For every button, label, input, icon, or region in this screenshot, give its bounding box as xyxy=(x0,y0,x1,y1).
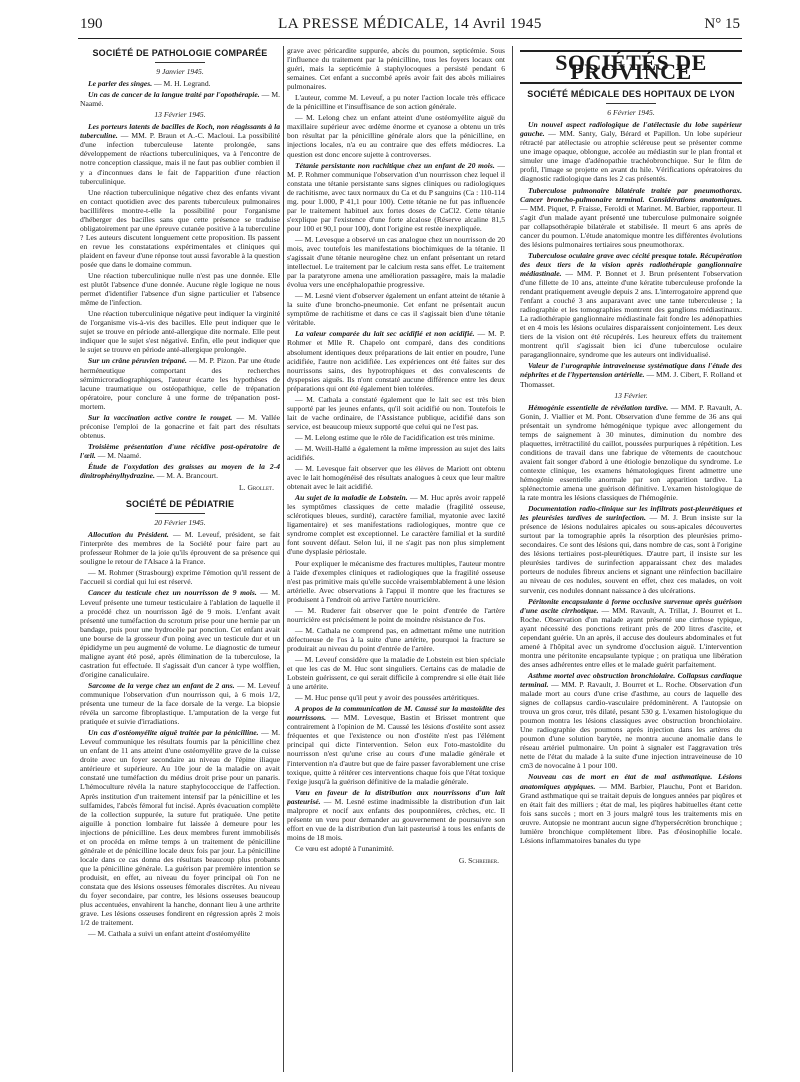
entry: Péritonite encapsulante à forme occlusive survenue après guérison d'une ascite cirrhotique. — MM. Ravault, A. Trillat, J. Bourret et L. Roche. Observation d'un malade ayant présenté une cirrhose typique, ayant nécessité des ponctions retirant près de 200 litres d'ascite, et cependant guérie. Un an après, il accuse des douleurs abdominales et fut amené à l'hôpital avec un syndrome d'occlusion aiguë. L'intervention montra une péritonite encapsulante typique ; on pratiqua une libération des anses adhérentes entre elles et le malade guérit parfaitement. xyxy=(520,596,742,669)
signature: G. Schreiber. xyxy=(458,855,499,865)
paragraph: Une réaction tuberculinique nulle n'est pas une donnée. Elle est plutôt l'absence d'une donnée. Aucune règle logique ne nous permet d'identifier l'absence d'un signe particulier et l'absence même de l'infection. xyxy=(80,271,280,308)
entry: Un cas de cancer de la langue traité par l'opothérapie. — M. Naamé. xyxy=(80,90,280,109)
paragraph: — M. Levesque a observé un cas analogue chez un nourrisson de 20 mois, avec toutefois les manifestations biochimiques de la tétanie. Il s'agissait d'une tétanie neurogène chez un enfant présentant un retard intellectuel. Le traitement par le calcium resta sans effet. Le traitement par la paratyrone amena une amélioration passagère, mais la maladie évolua vers une encéphalopathie progressive. xyxy=(287,234,505,290)
entry: Sur un crâne péruvien trépané. — M. P. Pizon. Par une étude herméneutique comportant des recherches sémimicroradiographiques, l'auteur écarte les hypothèses de lacune traumatique ou ostéopathique, celle de trépanation opératoire, pour conclure à une forme de trépanation post-mortem. xyxy=(80,356,280,411)
entry: Documentation radio-clinique sur les infiltrats post-pleurétiques et les pleurésies tardives de surinfection. — M. J. Brun insiste sur la présence de lésions nodulaires apicales ou sous-apicales découvertes surtout par la tomographie après la résorption des pleurésies primo-secondaires. Ce sont des lésions qui, dans nombre de cas, sont à l'origine des lésions tertiaires post-pleurétiques. D'autre part, il insiste sur les pleurésies tardives de surinfection apparaissant chez des malades porteurs de nodules fibreux anciens et signant une réinfection bacillaire au niveau de ces nodules, souvent en effet, chez ces malades, on voit survenir, ces nodules donnant naissance à des ulcérations. xyxy=(520,504,742,595)
column-1 xyxy=(80,46,280,1074)
entry: Nouveau cas de mort en état de mal asthmatique. Lésions anatomiques atypiques. — MM. Barbier, Plauchu, Pont et Baridon. Grand asthmatique qui se traitait depuis de longues années par piqûres et en était fait des milliers ; état de mal, les piqûres habituelles étant cette fois sans succès ; mort en 3 jours malgré tous les traitements mis en œuvre. Autopsie ne montrant aucun signe d'hypersécrétion bronchique ; lumière bronchique complètement libre. Pas d'éosinophilie locale. Lésions inflammatoires banales du type xyxy=(520,772,742,845)
session-date: 6 Février 1945. xyxy=(607,108,655,118)
paragraph: Ce vœu est adopté à l'unanimité. xyxy=(295,843,394,853)
session-date: 13 Février. xyxy=(614,390,648,400)
session-date: 20 Février 1945. xyxy=(154,518,206,528)
entry: Étude de l'oxydation des graisses au moyen de la 2-4 dinitrophénylhydrazine. — M. A. Brancourt. xyxy=(80,461,280,481)
paragraph: Une réaction tuberculinique négative chez des enfants vivant en contact quotidien avec des parents tuberculeux pulmonaires bacillifères montre-t-elle la possibilité pour l'organisme d'héberger des bacilles sans que cette présence se traduise obligatoirement par une épreuve cutanée positive à la tuberculine ? Les auteurs discutent longuement cette proposition. Ils passent en revue les constatations expérimentales et cliniques qui plaident en faveur d'une réponse tout aussi favorable à la question posée que dans le domaine commun. xyxy=(80,187,280,269)
paragraph: — M. Weill-Hallé a également la même impression au sujet des laits acidifiés. xyxy=(287,443,505,463)
paragraph: Une réaction tuberculinique négative peut indiquer la virginité de l'organisme vis-à-vis des bacilles. Elle peut indiquer que le sujet se trouve en période anté-allergique dite normale. Elle peut indiquer que le sujet s'est négativé. Enfin, elle peut indiquer que le sujet se trouve en période anté-allergique prolongée. xyxy=(80,309,280,355)
column-3 xyxy=(520,46,742,1074)
paragraph: — M. Huc pense qu'il peut y avoir des poussées artéritiques. xyxy=(295,693,480,703)
entry: Asthme mortel avec obstruction bronchiolaire. Collapsus cardiaque terminal. — MM. P. Ravault, J. Bourret et L. Roche. Observation d'un malade mort au cours d'une crise d'asthme, au cours de laquelle des signes de collapsus cardio-vasculaire prédominèrent. A l'autopsie on trouva un gros cœur, très dilaté, pesant 530 g. L'examen histologique du poumon montra les lésions classiques avec obstruction bronchiolaire. Une radiographie des poumons après injection dans les artères du poumon d'une solution barytée, ne montra aucune anomalie dans le réseau artériel pulmonaire. Un point à signaler est l'aggravation très nette de l'état du malade à la suite d'une injection intraveineuse de 10 cm3 de novocaïne à 1 pour 100. xyxy=(520,670,742,771)
page-header xyxy=(80,16,740,38)
column-divider xyxy=(512,46,513,1072)
entry: La valeur comparée du lait sec acidifié et non acidifié. — M. P. Rohmer et Mlle R. Chapelo ont comparé, dans des conditions absolument identiques deux préparations de lait entier en poudre, l'une acidifiée, l'autre non acidifiée. Les expériences ont été faites sur des nourrissons sains, des hypotrophiques et des convalescents de dyspepsies aiguës. Ils n'ont constaté aucune différence entre les deux préparations qui ont été également bien tolérées. xyxy=(287,329,505,393)
entry: Sarcome de la verge chez un enfant de 2 ans. — M. Leveuf communique l'observation d'un nourrisson qui, à 6 mois 1/2, présenta une tumeur de la face dorsale de la verge. La biopsie révéla un sarcome fibroplastique. L'amputation de la verge fut pratiquée et suivie d'irradiations. xyxy=(80,680,280,727)
banner-title: SOCIÉTÉS DE PROVINCE xyxy=(520,50,742,84)
entry: Tuberculose oculaire grave avec cécité presque totale. Récupération des deux tiers de la vision après radiothérapie ganglionnaire médiastinale. — MM. P. Bonnet et J. Brun présentent l'observation d'une fillette de 10 ans, atteinte d'une kératite tuberculeuse profonde la rendant pratiquement aveugle depuis 2 ans. L'interrogatoire apprend que l'enfant a couché 3 ans auparavant avec une tante tuberculeuse ; la radiographie et les tomographies montrent des ganglions médiastinaux. La radiothérapie ganglionnaire médiastinale fait fondre les adénopathies et en 4 mois les lésions oculaires disparaissent conjointement. Les deux tiers de la vision ont été récupérés. Les heureux effets du traitement montrent qu'il s'agissait bien ici d'une tuberculose oculaire paraganglionnaire, syndrome que les auteurs ont individualisé. xyxy=(520,250,742,360)
entry: Au sujet de la maladie de Lobstein. — M. Huc après avoir rappelé les symptômes classiques de cette maladie (fragilité osseuse, sclérotiques bleues, surdité), caractère familial, myatonie avec laxité ligamentaire) et ses manifestations radiologiques, montre que ce syndrome complet est exceptionnel. Le caractère familial et la surdité font souvent défaut. Selon lui, il ne s'agit pas non plus simplement d'une dysplasie périostale. xyxy=(287,493,505,557)
entry: Tuberculose pulmonaire bilatérale traitée par pneumothorax. Cancer broncho-pulmonaire terminal. Considérations anatomiques. — MM. Piquet, P. Fraisse, Feroldi et Marinet. M. Barbier, rapporteur. Il s'agit d'un malade ayant présenté une tuberculose pulmonaire soignée par collapsothérapie bilatérale et stabilisée. Il meurt 6 ans après de cancer du poumon. L'étude anatomique montre les différentes évolutions des lésions pulmonaires tertiaires sous pneumothorax. xyxy=(520,185,742,249)
paragraph: — M. Lesné vient d'observer également un enfant atteint de tétanie à la suite d'une broncho-pneumonie. Cet enfant ne présentait aucun symptôme de rachitisme et dans ce cas il s'agissait bien d'une tétanie véritable. xyxy=(287,291,505,328)
entry: A propos de la communication de M. Caussé sur la mastoïdite des nourrissons. — MM. Levesque, Bastin et Brisset montrent que contrairement à l'opinion de M. Caussé les lésions d'ostéite sont assez fréquentes et que l'existence ou non d'ostéite n'est pas l'élément principal qui dicte l'intervention. Selon eux l'oto-mastoïdite du nourrisson n'est qu'une crise au cours d'une maladie générale et l'intervention n'a d'autre but que de faire passer favorablement une crise toxique, quitte à réitérer ces interventions chaque fois que l'état toxique l'exige jusqu'à la guérison définitive de la maladie générale. xyxy=(287,704,505,786)
paragraph: — M. Ruderer fait observer que le point d'entrée de l'artère nourricière est précisément le point de moindre résistance de l'os. xyxy=(287,605,505,624)
paragraph: L'auteur, comme M. Leveuf, a pu noter l'action locale très efficace de la pénicilline et l'insuffisance de son action générale. xyxy=(287,93,505,112)
entry: Sur la vaccination active contre le rouget. — M. Vallée préconise l'emploi de la gonacrine et fait part des résultats obtenus. xyxy=(80,412,280,440)
header-rule xyxy=(78,38,742,39)
issue-number: N° 15 xyxy=(704,16,740,32)
entry: Vœu en faveur de la distribution aux nourrissons d'un lait pasteurisé. — M. Lesné estime inadmissible la distribution d'un lait malpropre et nocif aux enfants des pouponnières, crèches, etc. Il présente un vœu pour demander au gouvernement de poursuivre son effort en vue de la distribution d'un lait pasteurisé à tous les enfants de moins de 18 mois. xyxy=(287,787,505,842)
entry: Le parler des singes. — M. H. Legrand. xyxy=(88,79,211,89)
paragraph: — M. Lelong estime que le rôle de l'acidification est très minime. xyxy=(295,432,495,442)
section-title: SOCIÉTÉ DE PÉDIATRIE xyxy=(125,499,235,510)
journal-title: LA PRESSE MÉDICALE, 14 Avril 1945 xyxy=(278,16,542,32)
paragraph: — M. Cathala a suivi un enfant atteint d'ostéomyélite xyxy=(88,929,251,939)
entry: Allocution du Président. — M. Leveuf, président, se fait l'interprète des membres de la Société pour faire part au professeur Rohmer de la joie qu'ils éprouvent de sa présence qui souligne le retour de l'Alsace à la France. xyxy=(80,530,280,567)
entry: Cancer du testicule chez un nourrisson de 9 mois. — M. Leveuf présente une tumeur testiculaire à l'ablation de laquelle il a procédé chez un nourrisson âgé de 9 mois. L'enfant avait présenté une tuméfaction du scrotum prise pour une hernie par un bandage, puis pour une hydrocèle par ponction. Cet enfant avait une bourse de la grosseur d'un poing avec un testicule dur et un épididyme un peu augmenté de volume. Le diagnostic de tumeur maligne ayant été posé, après élimination de la tuberculose, la castration fut effectuée. Il s'agissait d'un cancer à type wolffien, d'origine canaliculaire. xyxy=(80,588,280,679)
column-2 xyxy=(287,46,505,1074)
entry: Hémogénie essentielle de révélation tardive. — MM. P. Ravault, A. Gonin, J. Viallier et M. Pont. Observation d'une femme de 36 ans qui présentait un syndrome hémogénique typique avec allongement du temps de saignement à 30 minutes, diminution du nombre des plaquettes, irrétractilité du caillot, poussées purpuriques à répétition. Les conditions de travail dans une fabrique de vêtements de caoutchouc avaient fait songer d'abord à une étiologie benzolique du syndrome. Le contexte clinique, les examens hématologiques firent admettre une hémogénie essentielle anormale par son apparition tardive. La splénectomie amena une guérison définitive. L'examen histologique de la rate montra les lésions classiques de l'hémogénie. xyxy=(520,402,742,503)
paragraph: — M. Lelong chez un enfant atteint d'une ostéomyélite aiguë du maxillaire supérieur avec œdème énorme et cyanose a obtenu un très bon résultat par la pénicilline générale alors que la pénicilline, en injections locales, n'a eu au contraire que des effets médiocres. La question est donc encore sujette à controverses. xyxy=(287,113,505,159)
paragraph: — M. Rohmer (Strasbourg) exprime l'émotion qu'il ressent de l'accueil si cordial qui lui est réservé. xyxy=(80,568,280,587)
page-number: 190 xyxy=(80,16,103,32)
paragraph: — M. Leveuf considère que la maladie de Lobstein est bien spéciale et que les cas de M. Huc sont singuliers. Certains cas de maladie de Lobstein guérissent, ce qui serait difficile à comprendre si elle était liée à une artérite. xyxy=(287,655,505,692)
signature: L. Grollet. xyxy=(239,483,274,493)
entry: Les porteurs latents de bacilles de Koch, non réagissants à la tuberculine. — MM. P. Braun et A.-C. Macloui. La possibilité d'une infection tuberculeuse latente prolongée, sans développement de réactions tuberculiniques, va à l'encontre de notre conception classique, mais il ne faut pas oublier combien il y a d'inconnues dans le fait de l'apparition d'une réaction tuberculinique. xyxy=(80,122,280,186)
paragraph: — M. Cathala ne comprend pas, en admettant même une nutrition défectueuse de l'os à la suite d'une artérite, pourquoi la fracture se produirait au niveau du point d'entrée de l'artère. xyxy=(287,625,505,653)
entry: Valeur de l'urographie intraveineuse systématique dans l'étude des néphrites et de l'hypertension artérielle. — MM. J. Cibert, F. Rolland et Thomasset. xyxy=(520,361,742,389)
paragraph: — M. Levesque fait observer que les élèves de Mariott ont obtenu avec le lait homogénéisé des résultats analogues à ceux que leur maître obtenait avec le lait acidifié. xyxy=(287,464,505,492)
session-date: 13 Février 1945. xyxy=(154,110,206,120)
title-rule xyxy=(155,513,205,514)
section-title: SOCIÉTÉ MÉDICALE DES HOPITAUX DE LYON xyxy=(527,89,735,100)
entry: Un nouvel aspect radiologique de l'atélectasie du lobe supérieur gauche. — MM. Santy, Galy, Bérard et Papillon. Un lobe supérieur rétracté par atélectasie ou atrophie scléreuse peut se présenter comme une image opaque, oblongue, accolée au médiastin sur le plan frontal et simuler une image d'adénopathie trachéobronchique. Sur le film de profil, l'image se projette en avant du hile. Vérifications opératoires du diagnostic radiologique dans les 2 cas présentés. xyxy=(520,120,742,184)
column-divider xyxy=(283,46,284,1072)
entry: Un cas d'ostéomyélite aiguë traitée par la pénicilline. — M. Leveuf communique les résultats fournis par la pénicilline chez un enfant de 11 ans atteint d'une ostéomyélite grave de la cuisse droite avec un foyer secondaire au niveau de l'épine iliaque antérieure et supérieure. Au 10e jour de la maladie on avait constaté une tuméfaction du médius droit prise pour un panaris. L'hémoculture révéla la nature staphylococcique de l'affection. Après institution d'un traitement intensif par la pénicilline et les sulfamides, l'abcès fémoral fut incisé. Après évacuation complète de la collection suppurée, la suture fut pratiquée. Une petite aiguille à ponction lombaire fut laissée à demeure pour les injections de pénicilline. Les deux membres furent immobilisés et on procéda en même temps à un traitement de pénicilline générale et de pénicilline locale deux fois par jour. La pénicilline locale dans ce cas donna des résultats beaucoup plus probants que la pénicilline générale. La guérison par première intention se produisit, en effet, au niveau du foyer principal où l'on ne constata que des lésions osseuses fémorales discrètes. Au niveau du foyer secondaire, par contre, les lésions osseuses beaucoup plus accentuées, envahirent la hanche, donnant lieu à une arthrite grave. Les lésions osseuses fondirent en régression après 2 mois 1/2 de traitement. xyxy=(80,728,280,928)
section-title: SOCIÉTÉ DE PATHOLOGIE COMPARÉE xyxy=(92,48,268,58)
paragraph: Pour expliquer le mécanisme des fractures multiples, l'auteur montre à l'aide d'exemples cliniques et radiologiques que la fragilité osseuse n'est pas primitive mais qu'elle succède vraisemblablement à une lésion artérielle. Avec observations à l'appui il montre que les fractures se produisent à l'endroit où arrive l'artère nourricière. xyxy=(287,558,505,604)
paragraph: grave avec péricardite suppurée, abcès du poumon, septicémie. Sous l'influence du traitement par la pénicilline, tous les foyers locaux ont guéri, mais la septicémie à staphylocoques a persisté pendant 6 semaines. Cet enfant a succombé après avoir fait des abcès miliaires pulmonaires. xyxy=(287,46,505,92)
entry: Tétanie persistante non rachitique chez un enfant de 20 mois. — M. P. Rohmer communique l'observation d'un nourrisson chez lequel il constata une tétanie persistante sans signes cliniques ou radiologiques de rachitisme, avec taux normaux du Ca et du P sanguins (Ca : 110-114 mg. pour 1.000, P 41,1 pour 100). Cette tétanie ne fut pas influencée par le traitement habituel aux fortes doses de CaCl2. Cette tétanie s'explique par l'existence d'une forte alcalose (Réserve alcaline 81,5 pour 100 et 90,1 pour 100), dont l'origine est restée inexpliquée. xyxy=(287,160,505,233)
paragraph: — M. Cathala a constaté également que le lait sec est très bien supporté par les jeunes enfants, qu'il soit acidifié ou non. Toutefois le lait de vache ordinaire, de l'Assistance publique, acidifié dans son service, est beaucoup mieux supporté que celui qui ne l'est pas. xyxy=(287,394,505,431)
entry: Troisième présentation d'une récidive post-opératoire de l'œil. — M. Naamé. xyxy=(80,441,280,460)
title-rule xyxy=(155,62,205,63)
session-date: 9 Janvier 1945. xyxy=(156,67,204,77)
title-rule xyxy=(606,103,656,104)
